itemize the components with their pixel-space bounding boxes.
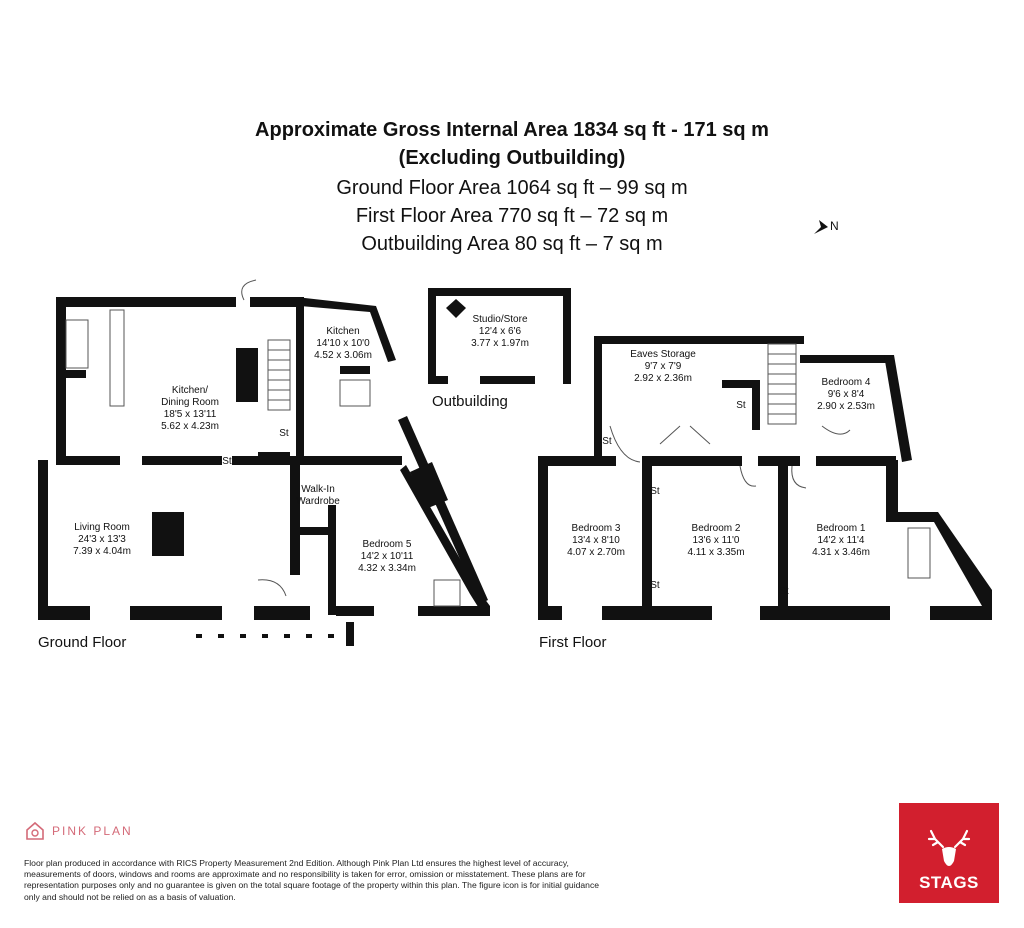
bedroom2-imperial: 13'6 x 11'0 xyxy=(692,535,740,546)
bedroom3-imperial: 13'4 x 8'10 xyxy=(572,535,620,546)
living-metric: 7.39 x 4.04m xyxy=(73,546,131,557)
ground-floor-area: Ground Floor Area 1064 sq ft – 99 sq m xyxy=(336,177,688,199)
eaves-imperial: 9'7 x 7'9 xyxy=(644,361,682,372)
bedroom2-metric: 4.11 x 3.35m xyxy=(687,547,745,558)
studio-name: Studio/Store xyxy=(472,314,528,325)
bedroom2-name: Bedroom 2 xyxy=(691,523,741,534)
bedroom3-name: Bedroom 3 xyxy=(571,523,621,534)
walkin-name-1: Walk-In xyxy=(301,484,335,495)
store-label: St xyxy=(650,486,660,497)
bedroom5-imperial: 14'2 x 10'11 xyxy=(360,551,414,562)
studio-imperial: 12'4 x 6'6 xyxy=(478,326,522,337)
north-label: N xyxy=(830,219,839,234)
pink-plan-logo xyxy=(24,820,133,842)
svg-text:Bedroom 114'2 x 11'44.31 x 3.4 xyxy=(812,523,870,558)
living-imperial: 24'3 x 13'3 xyxy=(78,534,126,545)
store-label: St xyxy=(736,400,746,411)
svg-text:Bedroom 213'6 x 11'04.11 x 3.3 xyxy=(687,523,744,558)
kitchen-dining-name-2: Dining Room xyxy=(161,397,219,408)
store-label: St xyxy=(222,456,232,467)
svg-text:Studio/Store12'4 x 6'63.77 x 1 xyxy=(471,314,529,349)
stag-head-icon xyxy=(925,827,973,873)
window-marks xyxy=(196,634,334,638)
svg-text:Living Room24'3 x 13'37.39 x 4 xyxy=(73,522,131,557)
bedroom4-metric: 2.90 x 2.53m xyxy=(817,401,875,412)
living-name: Living Room xyxy=(74,522,130,533)
pink-plan-text: PINK PLAN xyxy=(52,824,133,838)
kitchen-name: Kitchen xyxy=(326,326,360,337)
disclaimer-text: Floor plan produced in accordance with RICS Property Measurement 2nd Edition. Although Pink Plan Ltd ensures the highest level of accuracy, measurements of doors, windows and rooms are approximate and no responsibility is taken for error, omission or misstatement. These plans are for representation purposes only and no guarantee is given on the total square footage of the property within this plan. The figure icon is for initial guidance only and should not be relied on as a basis of valuation. xyxy=(24,858,600,902)
kitchen-imperial: 14'10 x 10'0 xyxy=(316,338,370,349)
bedroom5-metric: 4.32 x 3.34m xyxy=(358,563,416,574)
bedroom4-name: Bedroom 4 xyxy=(821,377,871,388)
pink-plan-house-icon xyxy=(24,820,46,842)
kitchen-dining-name-1: Kitchen/ xyxy=(171,385,209,396)
kitchen-dining-metric: 5.62 x 4.23m xyxy=(161,421,219,432)
outbuilding-label: Outbuilding xyxy=(432,393,508,410)
eaves-name: Eaves Storage xyxy=(630,349,696,360)
walkin-name-2: Wardrobe xyxy=(296,496,340,507)
store-label: St xyxy=(279,428,289,439)
stags-logo xyxy=(899,803,999,903)
ground-floor-label: Ground Floor xyxy=(38,634,127,651)
svg-text:Kitchen/Dining Room18'5 x 13'1 xyxy=(161,385,219,432)
svg-text:Walk-InWardrobe xyxy=(296,484,340,507)
svg-text:Bedroom 313'4 x 8'104.07 x 2.7 xyxy=(567,523,625,558)
first-floor-area: First Floor Area 770 sq ft – 72 sq m xyxy=(355,205,669,227)
bedroom1-imperial: 14'2 x 11'4 xyxy=(817,535,865,546)
bedroom5-name: Bedroom 5 xyxy=(362,539,412,550)
kitchen-metric: 4.52 x 3.06m xyxy=(314,350,372,361)
eaves-metric: 2.92 x 2.36m xyxy=(634,373,692,384)
area-title: Approximate Gross Internal Area 1834 sq ft - 171 sq m xyxy=(255,119,769,141)
svg-text:Eaves Storage9'7 x 7'92.92 x 2 xyxy=(630,349,696,384)
bedroom4-imperial: 9'6 x 8'4 xyxy=(827,389,865,400)
svg-text:Bedroom 514'2 x 10'114.32 x 3. xyxy=(358,539,416,574)
bedroom1-name: Bedroom 1 xyxy=(816,523,866,534)
store-label: St xyxy=(650,580,660,591)
studio-metric: 3.77 x 1.97m xyxy=(471,338,529,349)
outbuilding-area: Outbuilding Area 80 sq ft – 7 sq m xyxy=(361,233,663,255)
svg-text:Kitchen14'10 x 10'04.52 x 3.06 xyxy=(314,326,372,361)
first-floor-label: First Floor xyxy=(539,634,607,651)
bedroom1-metric: 4.31 x 3.46m xyxy=(812,547,870,558)
store-label: St xyxy=(779,586,789,597)
svg-text:Bedroom 49'6 x 8'42.90 x 2.53m xyxy=(817,377,875,412)
stags-text: STAGS xyxy=(919,873,979,892)
room-labels xyxy=(73,314,875,597)
bedroom3-metric: 4.07 x 2.70m xyxy=(567,547,625,558)
store-label: St xyxy=(602,436,612,447)
area-subtitle: (Excluding Outbuilding) xyxy=(398,147,626,169)
kitchen-dining-imperial: 18'5 x 13'11 xyxy=(163,409,217,420)
